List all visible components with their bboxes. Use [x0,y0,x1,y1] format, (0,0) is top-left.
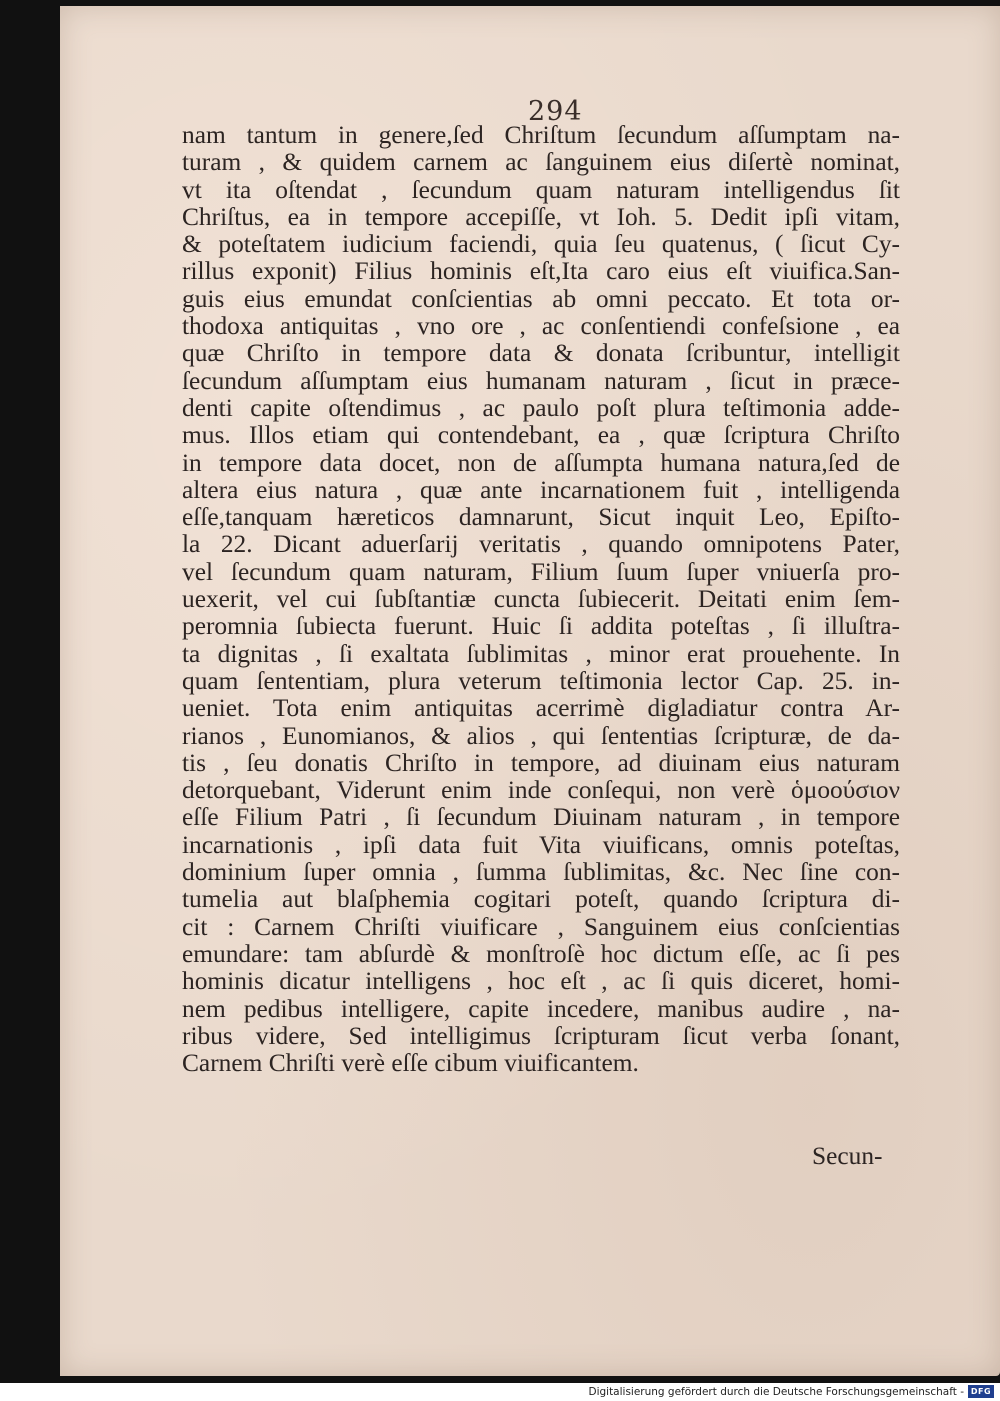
text-line: ribus videre, Sed intelligimus ſcripturam ſicut verba ſonant, [182,1022,900,1050]
text-line: emundare: tam abſurdè & monſtroſè hoc dictum eſſe, ac ſi pes [182,940,900,968]
text-line: vt ita oſtendat , ſecundum quam naturam intelligendus ſit [182,176,900,204]
text-line: quam ſententiam, plura veterum teſtimonia lector Cap. 25. in- [182,667,900,695]
text-line: nem pedibus intelligere, capite incedere, manibus audire , na- [182,995,900,1023]
dfg-logo-icon: DFG [968,1385,994,1398]
text-line: cit : Carnem Chriſti viuificare , Sanguinem eius conſcientias [182,913,900,941]
text-line: turam , & quidem carnem ac ſanguinem eius diſertè nominat, [182,149,900,177]
text-line: ueniet. Tota enim antiquitas acerrimè digladiatur contra Ar- [182,695,900,723]
text-line: eſſe,tanquam hæreticos damnarunt, Sicut inquit Leo, Epiſto- [182,504,900,532]
text-line: guis eius emundat conſcientias ab omni peccato. Et tota or- [182,285,900,313]
text-line: mus. Illos etiam qui contendebant, ea , quæ ſcriptura Chriſto [182,422,900,450]
text-line: peromnia ſubiecta fuerunt. Huic ſi addita poteſtas , ſi illuſtra- [182,613,900,641]
footer-bar [0,1383,1000,1401]
catchword: Secun- [812,1142,883,1170]
text-line: tis , ſeu donatis Chriſto in tempore, ad diuinam eius naturam [182,749,900,777]
text-line: hominis dicatur intelligens , hoc eſt , ac ſi quis diceret, homi- [182,968,900,996]
text-line: Chriſtus, ea in tempore accepiſſe, vt Ioh. 5. Dedit ipſi vitam, [182,203,900,231]
text-line: altera eius natura , quæ ante incarnationem fuit , intelligenda [182,476,900,504]
funding-credit: Digitalisierung gefördert durch die Deutsche Forschungsgemeinschaft - [588,1386,964,1398]
text-line: dominium ſuper omnia , ſumma ſublimitas, &c. Nec ſine con- [182,859,900,887]
text-line: quæ Chriſto in tempore data & donata ſcribuntur, intelligit [182,340,900,368]
text-line: in tempore data docet, non de aſſumpta humana natura,ſed de [182,449,900,477]
text-line: uexerit, vel cui ſubſtantiæ cuncta ſubiecerit. Deitati enim ſem- [182,586,900,614]
text-line: ſecundum aſſumptam eius humanam naturam , ſicut in præce- [182,367,900,395]
text-line: incarnationis , ipſi data fuit Vita viuificans, omnis poteſtas, [182,831,900,859]
text-line: ta dignitas , ſi exaltata ſublimitas , minor erat prouehente. In [182,640,900,668]
text-line: la 22. Dicant aduerſarij veritatis , quando omnipotens Pater, [182,531,900,559]
text-line: & poteſtatem iudicium faciendi, quia ſeu quatenus, ( ſicut Cy- [182,231,900,259]
page-number: 294 [528,96,583,127]
text-line: rillus exponit) Filius hominis eſt,Ita caro eius eſt viuifica.San- [182,258,900,286]
text-line: detorquebant, Viderunt enim inde conſequi, non verè ὁμοούσιον [182,777,900,805]
text-line: denti capite oſtendimus , ac paulo poſt plura teſtimonia adde- [182,394,900,422]
text-line: thodoxa antiquitas , vno ore , ac conſentiendi confeſsione , ea [182,313,900,341]
text-line: Carnem Chriſti verè eſſe cibum viuificantem. [182,1050,639,1078]
text-line: rianos , Eunomianos, & alios , qui ſententias ſcripturæ, de da- [182,722,900,750]
body-text [182,122,900,1077]
text-line: tumelia aut blaſphemia cogitari poteſt, quando ſcriptura di- [182,886,900,914]
text-line: nam tantum in genere,ſed Chriſtum ſecundum aſſumptam na- [182,122,900,149]
text-line: eſſe Filium Patri , ſi ſecundum Diuinam naturam , in tempore [182,804,900,832]
text-line: vel ſecundum quam naturam, Filium ſuum ſuper vniuerſa pro- [182,558,900,586]
